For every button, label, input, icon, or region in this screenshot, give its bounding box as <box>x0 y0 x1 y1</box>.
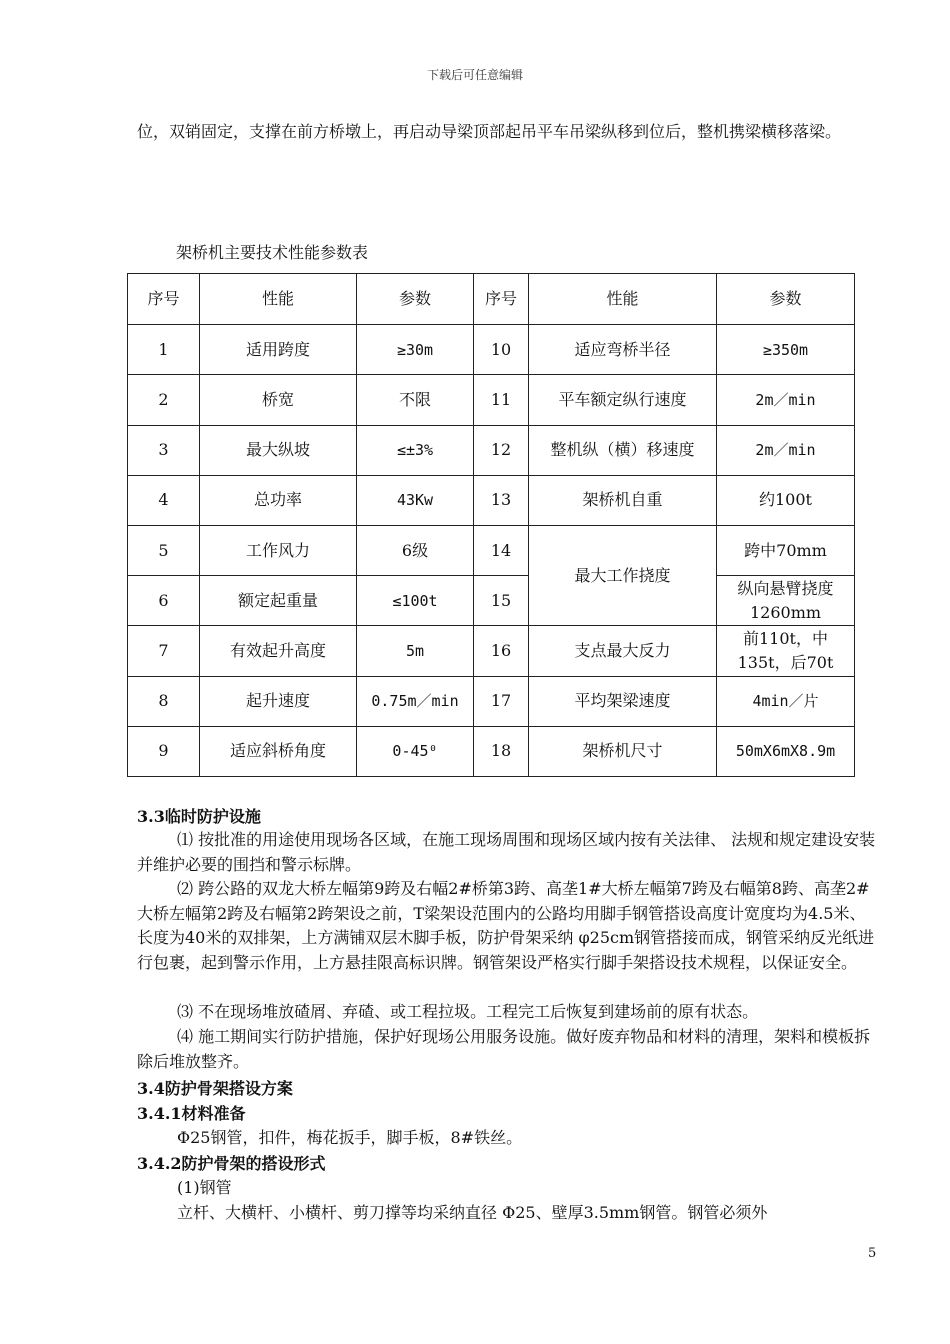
table-cell: 14 <box>474 525 529 575</box>
table-row <box>128 626 855 676</box>
table-cell: 2 <box>128 375 200 425</box>
list-item-label: (1)钢管 <box>177 1178 232 1197</box>
header-cell: 性能 <box>200 274 357 325</box>
table-cell: 6级 <box>357 525 474 575</box>
table-cell: 9 <box>128 726 200 776</box>
table-cell: 43Kw <box>357 475 474 525</box>
table-cell: 适用跨度 <box>200 325 357 375</box>
table-cell: 适应斜桥角度 <box>200 726 357 776</box>
table-cell: 0.75m／min <box>357 676 474 726</box>
table-cell: 架桥机尺寸 <box>529 726 717 776</box>
table-cell: ≤±3% <box>357 425 474 475</box>
table-cell: 适应弯桥半径 <box>529 325 717 375</box>
table-cell: 17 <box>474 676 529 726</box>
header-cell: 序号 <box>128 274 200 325</box>
table-row <box>128 676 855 726</box>
subsection-heading-3-4-2: 3.4.2防护骨架的搭设形式 <box>137 1154 326 1173</box>
table-cell: 桥宽 <box>200 375 357 425</box>
header-cell: 参数 <box>357 274 474 325</box>
paragraph: ⑵ 跨公路的双龙大桥左幅第9跨及右幅2#桥第3跨、高垄1#大桥左幅第7跨及右幅第8跨、高垄2#大桥左幅第2跨及右幅第2跨架设之前，T梁架设范围内的公路均用脚手钢管搭设高度计宽度均为4.5米、长度为40米的双排架，上方满铺双层木脚手板，防护骨架采纳 φ25cm钢管搭接而成，钢管采纳反光纸进行包裹，起到警示作用，上方悬挂限高标识牌。钢管架设严格实行脚手架搭设技术规程，以保证安全。 <box>137 879 875 972</box>
table-cell: 7 <box>128 626 200 676</box>
table-cell: 2m／min <box>717 375 855 425</box>
table-header-row <box>128 274 855 325</box>
table-cell: 12 <box>474 425 529 475</box>
header-cell: 序号 <box>474 274 529 325</box>
table-cell: 3 <box>128 425 200 475</box>
paragraph: 立杆、大横杆、小横杆、剪刀撑等均采纳直径 Φ25、壁厚3.5mm钢管。钢管必须外 <box>177 1203 768 1222</box>
table-cell: 额定起重量 <box>200 576 357 626</box>
table-cell: 18 <box>474 726 529 776</box>
table-cell: 4min／片 <box>717 676 855 726</box>
paragraph: ⑷ 施工期间实行防护措施，保护好现场公用服务设施。做好废弃物品和材料的清理，架料和模板拆除后堆放整齐。 <box>137 1027 871 1071</box>
table-cell: 15 <box>474 576 529 626</box>
table-row <box>128 726 855 776</box>
paragraph: ⑴ 按批准的用途使用现场各区域，在施工现场周围和现场区域内按有关法律、 法规和规定建设安装并维护必要的围挡和警示标牌。 <box>137 830 876 874</box>
table-cell: 0-45⁰ <box>357 726 474 776</box>
table-cell: 有效起升高度 <box>200 626 357 676</box>
table-cell: 11 <box>474 375 529 425</box>
table-cell: 5 <box>128 525 200 575</box>
header-cell: 性能 <box>529 274 717 325</box>
table-cell: 总功率 <box>200 475 357 525</box>
table-row <box>128 576 855 626</box>
table-cell: 16 <box>474 626 529 676</box>
table-cell: 架桥机自重 <box>529 475 717 525</box>
section-heading-3-3: 3.3临时防护设施 <box>137 807 261 826</box>
paragraph: Φ25钢管，扣件，梅花扳手，脚手板，8#铁丝。 <box>177 1128 523 1147</box>
subsection-heading-3-4-1: 3.4.1材料准备 <box>137 1104 246 1123</box>
table-cell: 不限 <box>357 375 474 425</box>
table-cell: 支点最大反力 <box>529 626 717 676</box>
table-cell: 6 <box>128 576 200 626</box>
table-cell: 工作风力 <box>200 525 357 575</box>
table-cell: 整机纵（横）移速度 <box>529 425 717 475</box>
table-cell: 8 <box>128 676 200 726</box>
table-row <box>128 375 855 425</box>
parameters-table <box>127 273 855 777</box>
table-cell: 前110t，中135t，后70t <box>717 626 855 676</box>
table-cell: 平车额定纵行速度 <box>529 375 717 425</box>
table-caption: 架桥机主要技术性能参数表 <box>176 243 369 262</box>
intro-paragraph: 位，双销固定，支撑在前方桥墩上，再启动导梁顶部起吊平车吊梁纵移到位后，整机携梁横移落梁。 <box>137 122 842 141</box>
table-cell: 平均架梁速度 <box>529 676 717 726</box>
section-heading-3-4: 3.4防护骨架搭设方案 <box>137 1079 293 1098</box>
table-row <box>128 325 855 375</box>
table-cell: ≥350m <box>717 325 855 375</box>
paragraph: ⑶ 不在现场堆放碴屑、弃碴、或工程拉圾。工程完工后恢复到建场前的原有状态。 <box>177 1002 759 1021</box>
page-number: 5 <box>868 1246 877 1261</box>
table-cell: 2m／min <box>717 425 855 475</box>
table-cell: ≥30m <box>357 325 474 375</box>
table-cell: 5m <box>357 626 474 676</box>
table-row <box>128 425 855 475</box>
table-cell-merged: 最大工作挠度 <box>529 525 717 625</box>
table-cell: 纵向悬臂挠度1260mm <box>717 576 855 626</box>
table-cell: 1 <box>128 325 200 375</box>
header-note: 下载后可任意编辑 <box>426 68 523 82</box>
table-row <box>128 475 855 525</box>
table-cell: 13 <box>474 475 529 525</box>
table-cell: 10 <box>474 325 529 375</box>
table-cell: 50mX6mX8.9m <box>717 726 855 776</box>
table-cell: ≤100t <box>357 576 474 626</box>
table-cell: 跨中70mm <box>717 525 855 575</box>
table-cell: 最大纵坡 <box>200 425 357 475</box>
table-cell: 起升速度 <box>200 676 357 726</box>
header-cell: 参数 <box>717 274 855 325</box>
table-cell: 约100t <box>717 475 855 525</box>
table-row <box>128 525 855 575</box>
table-cell: 4 <box>128 475 200 525</box>
